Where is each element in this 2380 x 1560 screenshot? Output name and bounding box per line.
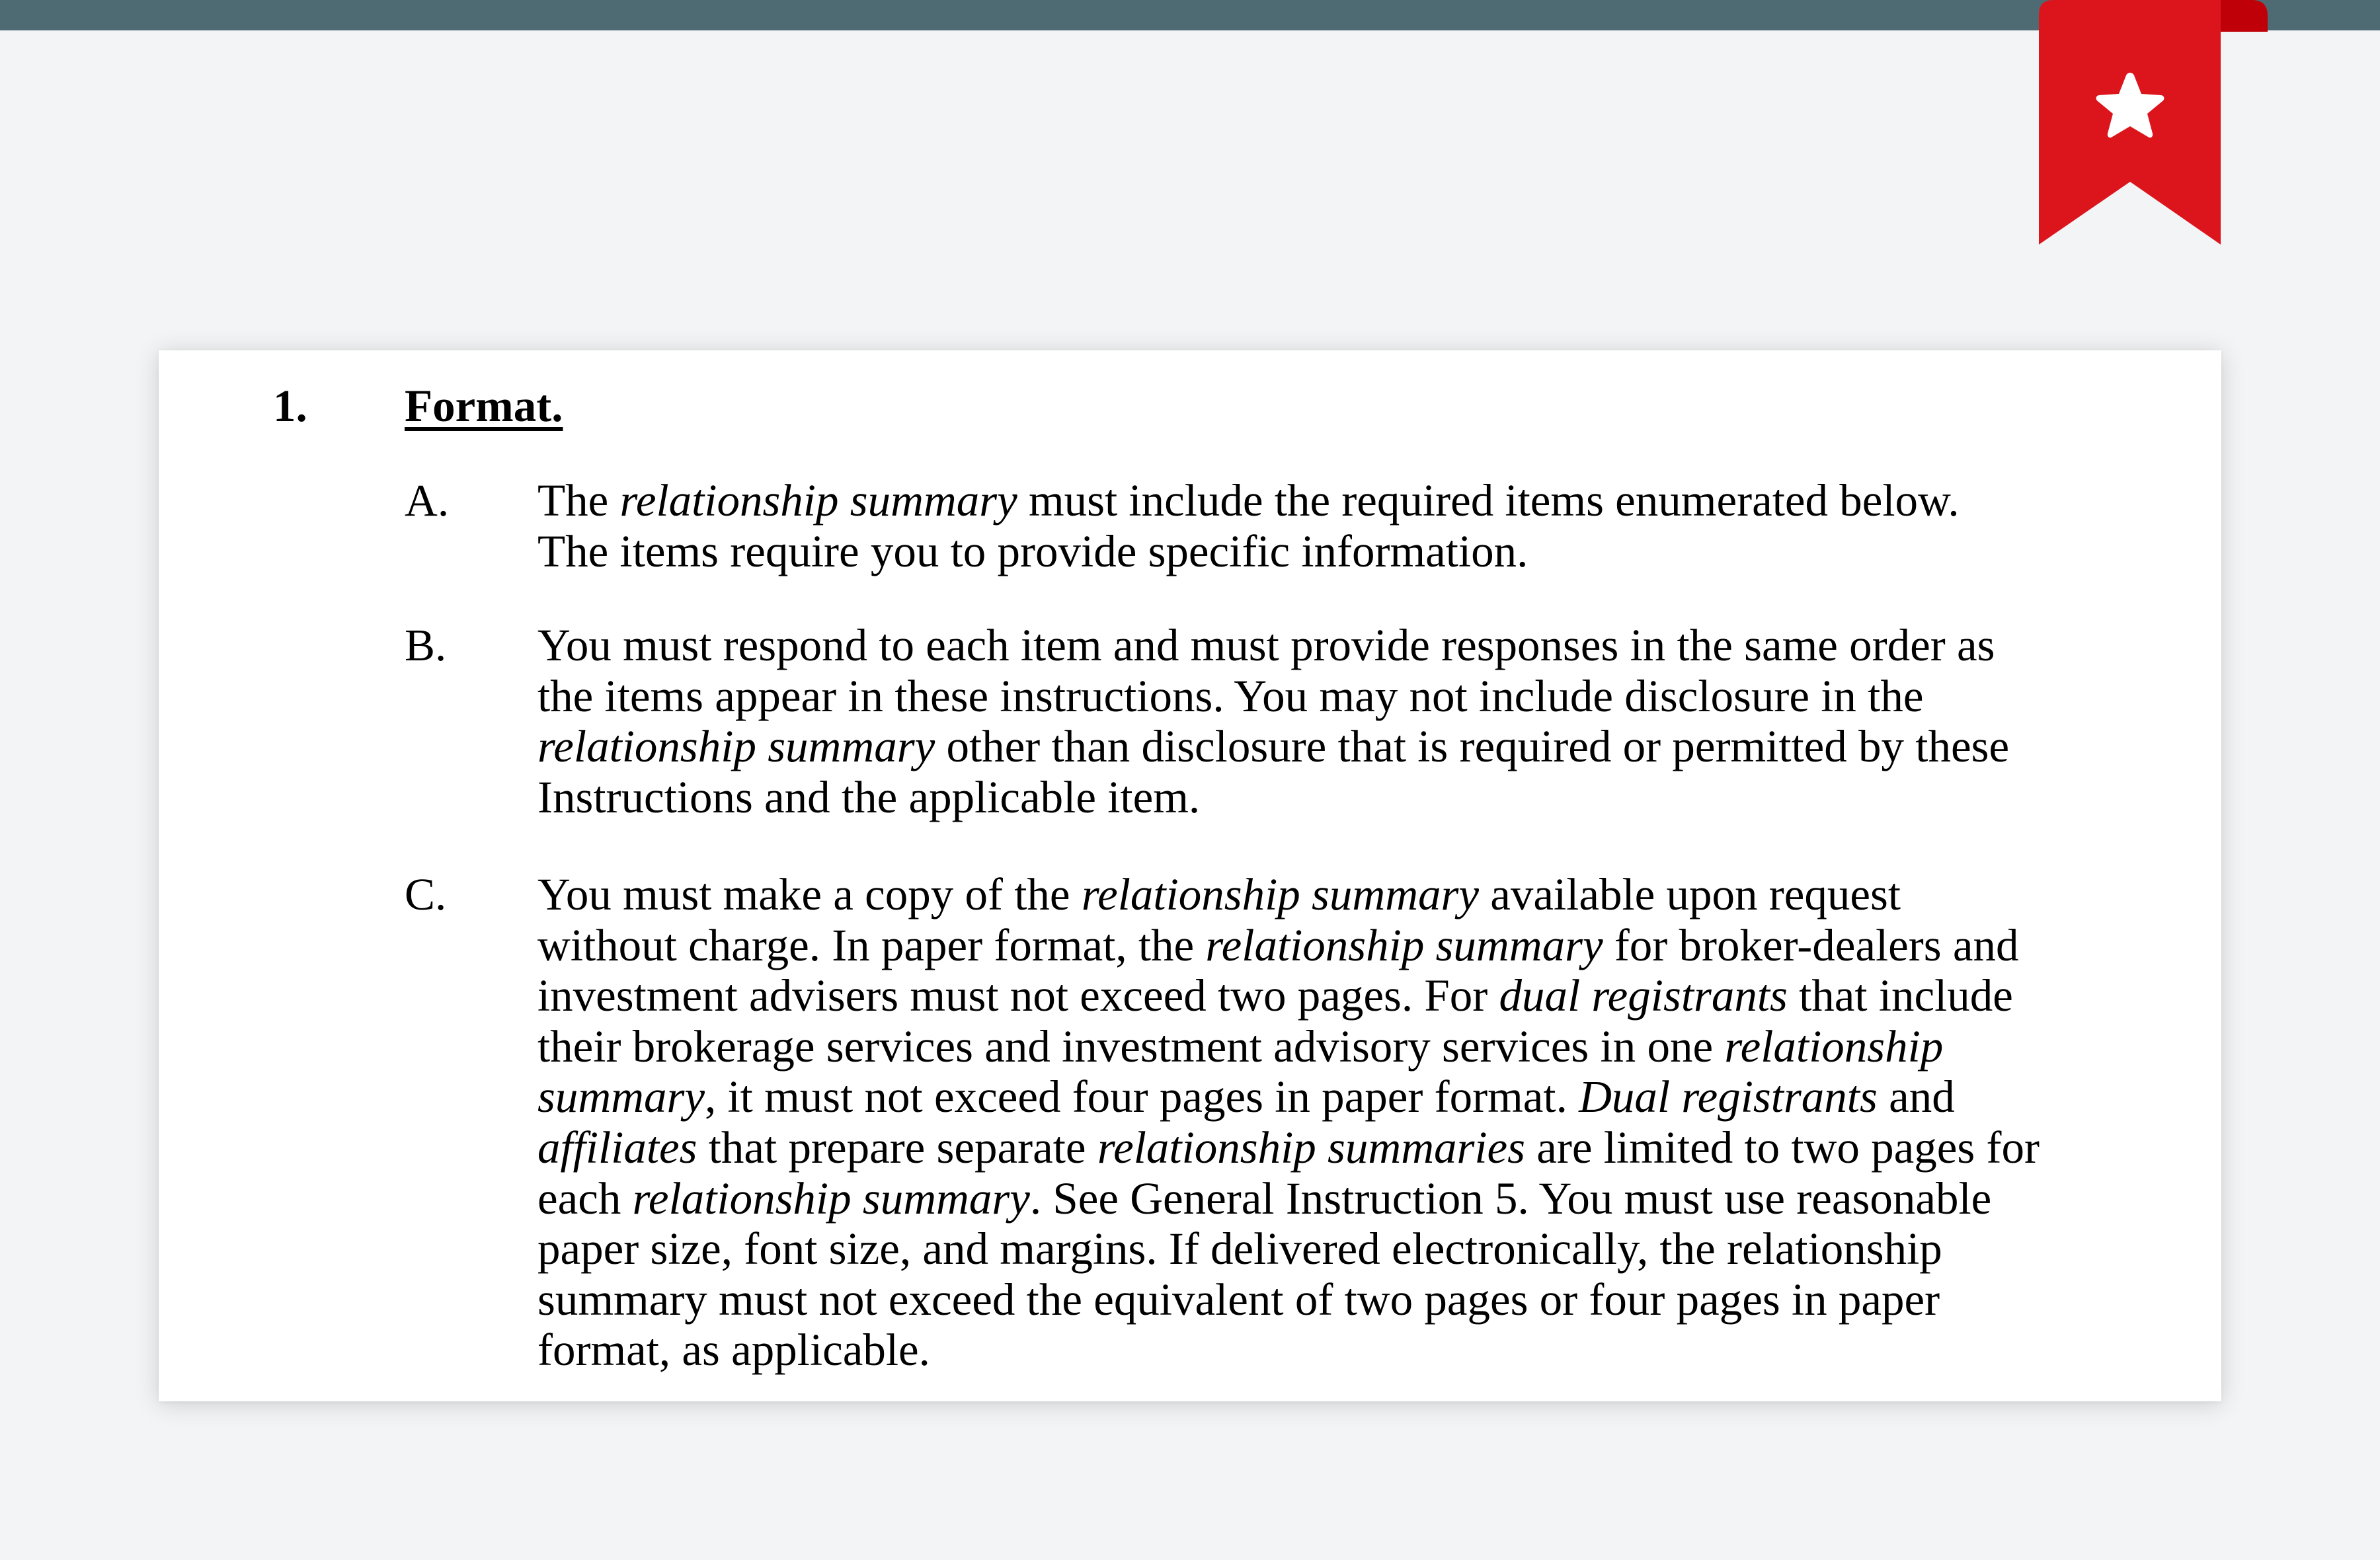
text-line [537, 771, 1201, 822]
item-label-a: A. [405, 475, 450, 526]
text-run: available upon request [1479, 869, 1901, 919]
text-line [537, 475, 1960, 526]
text-line [537, 1021, 1944, 1072]
text-run: their brokerage services and investment advisory services in one [537, 1021, 1725, 1072]
text-run: format, as applicable. [537, 1325, 930, 1376]
bookmark-button[interactable] [2039, 0, 2268, 245]
text-run: investment advisers must not exceed two pages. For [537, 970, 1499, 1021]
text-run: You must make a copy of the [537, 869, 1082, 919]
text-line [537, 670, 1924, 721]
section-number: 1. [273, 381, 307, 431]
emphasized-term: dual registrants [1499, 970, 1788, 1021]
text-run: are limited to two pages for [1525, 1122, 2040, 1173]
document-page [159, 350, 2221, 1401]
emphasized-term: affiliates [537, 1122, 697, 1173]
item-label-b: B. [405, 620, 447, 670]
text-line [537, 919, 2019, 970]
top-bar [0, 0, 2380, 30]
emphasized-term: summary [537, 1072, 705, 1122]
text-run: Instructions and the applicable item. [537, 771, 1201, 822]
text-run: The items require you to provide specific information. [537, 526, 1528, 576]
bookmark-ribbon-icon [2039, 0, 2268, 245]
emphasized-term: relationship summary [1081, 869, 1480, 919]
text-line [537, 1325, 930, 1376]
text-line [537, 1274, 1940, 1325]
emphasized-term: relationship summary [537, 721, 935, 772]
text-line [537, 1173, 1992, 1224]
text-line [537, 526, 1528, 576]
text-run: must include the required items enumerated below. [1017, 475, 1960, 526]
emphasized-term: relationship summaries [1097, 1122, 1526, 1173]
text-run: the items appear in these instructions. You may not include disclosure in the [537, 670, 1924, 721]
emphasized-term: relationship [1724, 1021, 1944, 1072]
emphasized-term: relationship summary [1205, 919, 1603, 970]
text-line [537, 620, 1995, 670]
emphasized-term: relationship summary [632, 1173, 1030, 1224]
text-run: that include [1787, 970, 2013, 1021]
text-line [537, 970, 2013, 1021]
text-run: other than disclosure that is required or permitted by these [935, 721, 2010, 772]
text-run: each [537, 1173, 633, 1224]
text-run: paper size, font size, and margins. If delivered electronically, the relationship [537, 1224, 1942, 1274]
emphasized-term: relationship summary [619, 475, 1017, 526]
text-run: . See General Instruction 5. You must use reasonable [1029, 1173, 1992, 1224]
text-run: that prepare separate [697, 1122, 1097, 1173]
emphasized-term: Dual registrants [1579, 1072, 1878, 1122]
text-run: You must respond to each item and must provide responses in the same order as [537, 620, 1995, 670]
text-run: without charge. In paper format, the [537, 919, 1206, 970]
text-line [537, 1226, 1942, 1272]
text-line [537, 721, 2010, 772]
text-run: , it must not exceed four pages in paper format. [705, 1072, 1579, 1122]
text-line [537, 1074, 1955, 1120]
text-line [537, 1122, 2040, 1173]
text-run: The [537, 475, 620, 526]
text-run: summary must not exceed the equivalent of two pages or four pages in paper [537, 1274, 1940, 1325]
section-title: Format. [405, 381, 563, 431]
text-line [537, 869, 1901, 919]
text-run: and [1877, 1072, 1955, 1122]
item-label-c: C. [405, 869, 447, 919]
text-run: for broker-dealers and [1603, 919, 2019, 970]
